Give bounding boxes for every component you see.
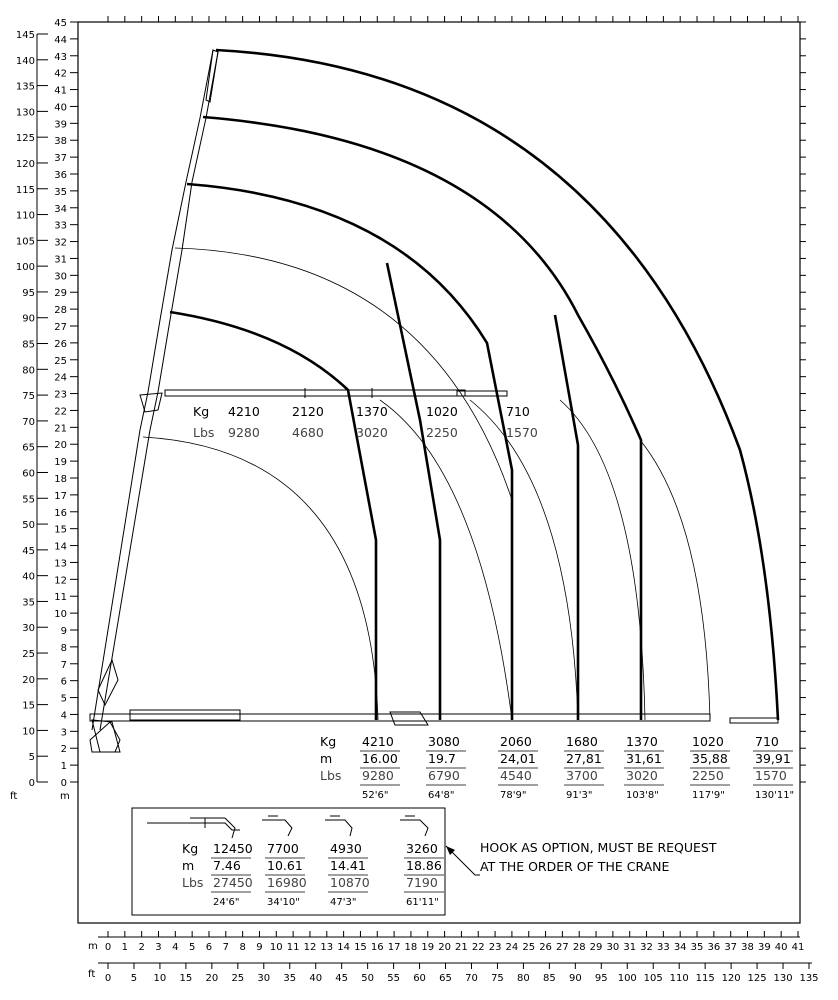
bottom-m-tick-label: 7 [222, 942, 229, 953]
lower-lbs-value: 6790 [428, 768, 460, 783]
hook-kg-value: 7700 [267, 841, 299, 856]
lower-m-value: 19.7 [428, 751, 456, 766]
left-m-tick-label: 45 [54, 18, 67, 29]
left-ft-tick-label: 60 [22, 468, 35, 480]
lower-kg-value: 3080 [428, 734, 460, 749]
hook-note [446, 840, 717, 875]
bottom-ft-tick-label: 45 [335, 973, 349, 984]
left-m-tick-label: 16 [54, 507, 67, 519]
left-m-tick-label: 44 [54, 34, 67, 46]
hook-ft-value: 47'3" [330, 897, 357, 908]
left-ft-tick-label: 145 [15, 30, 35, 41]
left-m-tick-label: 15 [54, 524, 67, 536]
bottom-ft-tick-label: 40 [309, 973, 323, 984]
bottom-ft-axis [98, 963, 819, 984]
bottom-ft-tick-label: 10 [153, 973, 167, 984]
left-m-tick-label: 41 [54, 85, 67, 97]
left-m-tick-label: 37 [54, 153, 67, 165]
left-m-tick-label: 18 [54, 474, 67, 485]
hook-m-value: 14.41 [330, 858, 366, 873]
bottom-m-tick-label: 41 [791, 942, 805, 953]
left-ft-tick-label: 50 [22, 520, 35, 532]
bottom-m-tick-label: 33 [656, 942, 670, 953]
left-m-tick-label: 24 [54, 372, 67, 384]
left-ft-tick-label: 115 [15, 184, 35, 196]
lower-lbs-value: 2250 [692, 768, 724, 783]
lower-kg-value: 1680 [566, 734, 598, 749]
left-m-tick-label: 20 [54, 440, 67, 452]
bottom-m-tick-label: 18 [404, 942, 418, 953]
upper-load-table [193, 404, 538, 440]
bottom-m-tick-label: 1 [121, 942, 129, 953]
bottom-m-tick-label: 14 [337, 942, 350, 953]
left-m-tick-label: 7 [60, 659, 67, 671]
bottom-m-tick-label: 21 [455, 942, 468, 953]
left-m-tick-label: 9 [60, 626, 67, 637]
bottom-ft-tick-label: 5 [130, 973, 138, 984]
left-m-tick-label: 39 [54, 119, 67, 131]
bottom-ft-tick-label: 75 [491, 973, 504, 984]
lower-lbs-value: 3700 [566, 768, 598, 783]
left-m-tick-label: 38 [54, 136, 67, 148]
bottom-ft-tick-label: 50 [361, 973, 374, 984]
hook-lbs-value: 7190 [406, 875, 438, 890]
bottom-m-tick-label: 9 [256, 942, 263, 953]
lower-ft-value: 64'8" [428, 790, 455, 801]
bottom-m-tick-label: 5 [188, 942, 196, 953]
left-ft-tick-label: 100 [15, 262, 35, 274]
left-ft-tick-label: 30 [22, 623, 35, 635]
left-m-tick-label: 6 [60, 676, 67, 688]
left-m-tick-label: 42 [54, 68, 67, 80]
left-m-tick-label: 29 [54, 288, 67, 300]
note-line-1: HOOK AS OPTION, MUST BE REQUEST [480, 840, 717, 855]
bottom-ft-tick-label: 15 [179, 973, 193, 984]
left-ft-axis [16, 30, 48, 789]
load-curves [170, 50, 778, 720]
upper-kg-5: 710 [506, 404, 530, 419]
bottom-m-tick-label: 34 [673, 942, 687, 953]
left-m-tick-label: 21 [54, 423, 67, 435]
left-m-tick-label: 31 [54, 254, 67, 266]
lower-kg-value: 4210 [362, 734, 394, 749]
lower-ft-value: 52'6" [362, 790, 389, 801]
hook-lbs-label: Lbs [182, 875, 204, 890]
load-curve-4210 [170, 312, 376, 720]
envelope-arc-3 [380, 400, 512, 720]
bottom-m-tick-label: 35 [690, 942, 704, 953]
bottom-m-tick-label: 22 [471, 942, 485, 953]
bottom-ft-tick-label: 135 [799, 973, 819, 984]
left-ft-tick-label: 105 [15, 236, 35, 248]
bottom-m-tick-label: 11 [286, 942, 300, 953]
load-curve-3080 [387, 263, 440, 720]
left-ft-tick-label: 15 [22, 700, 35, 712]
bottom-m-tick-label: 10 [269, 942, 283, 953]
left-m-tick-label: 4 [60, 710, 67, 722]
left-m-tick-label: 2 [60, 744, 67, 756]
chart-frame [78, 22, 800, 923]
envelope-arc-5 [560, 400, 645, 720]
hook-kg-value: 3260 [406, 841, 438, 856]
hook-load-table [182, 841, 444, 908]
reach-envelopes [143, 248, 710, 720]
bottom-ft-tick-label: 30 [257, 973, 271, 984]
bottom-m-tick-label: 32 [640, 942, 653, 953]
lower-lbs-value: 1570 [755, 768, 787, 783]
hook-m-label: m [182, 858, 195, 873]
left-m-tick-label: 23 [54, 389, 67, 401]
bottom-m-tick-label: 8 [239, 942, 246, 953]
bottom-m-unit: m [88, 941, 98, 952]
bottom-m-tick-label: 2 [138, 942, 145, 953]
left-ft-tick-label: 5 [28, 752, 35, 764]
lower-kg-value: 2060 [500, 734, 532, 749]
left-ft-tick-label: 140 [15, 55, 35, 67]
bottom-ft-tick-label: 90 [568, 973, 582, 984]
bottom-ft-tick-label: 125 [747, 973, 767, 984]
hook-m-value: 7.46 [213, 858, 241, 873]
bottom-m-tick-label: 15 [354, 942, 367, 953]
left-ft-tick-label: 25 [22, 649, 35, 661]
left-m-tick-label: 36 [54, 170, 67, 181]
bottom-m-tick-label: 19 [421, 942, 435, 953]
left-ft-tick-label: 0 [28, 778, 35, 789]
bottom-ft-tick-label: 60 [413, 973, 426, 984]
bottom-ft-tick-label: 130 [773, 973, 793, 984]
lower-m-value: 27,81 [566, 751, 602, 766]
upper-lbs-4: 2250 [426, 425, 458, 440]
hook-ft-value: 24'6" [213, 897, 240, 908]
bottom-m-tick-label: 28 [572, 942, 586, 953]
note-line-2: AT THE ORDER OF THE CRANE [480, 859, 670, 874]
left-m-unit: m [60, 791, 70, 802]
left-m-tick-label: 22 [54, 406, 67, 418]
lower-m-label: m [320, 751, 333, 766]
lower-kg-value: 1370 [626, 734, 658, 749]
bottom-ft-tick-label: 120 [721, 973, 741, 984]
bottom-ft-tick-label: 80 [517, 973, 530, 984]
lower-kg-value: 710 [755, 734, 779, 749]
bottom-ft-tick-label: 100 [617, 973, 637, 984]
left-ft-tick-label: 80 [22, 365, 35, 377]
bottom-m-tick-label: 17 [387, 942, 401, 953]
upper-kg-3: 1370 [356, 404, 388, 419]
left-ft-tick-label: 125 [15, 133, 35, 145]
hook-lbs-value: 27450 [213, 875, 253, 890]
envelope-arc-2 [175, 248, 512, 720]
hook-boom-sketches [147, 816, 428, 838]
bottom-m-tick-label: 39 [757, 942, 771, 953]
upper-kg-2: 2120 [292, 404, 324, 419]
bottom-ft-tick-label: 85 [543, 973, 556, 984]
bottom-m-tick-label: 23 [488, 942, 502, 953]
bottom-ft-tick-label: 105 [643, 973, 663, 984]
lower-ft-value: 117'9" [692, 790, 725, 801]
load-curve-1370 [203, 117, 641, 720]
bottom-ft-tick-label: 70 [465, 973, 478, 984]
left-ft-tick-label: 95 [22, 287, 35, 299]
lower-lbs-value: 9280 [362, 768, 394, 783]
bottom-ft-tick-label: 115 [695, 973, 715, 984]
upper-lbs-5: 1570 [506, 425, 538, 440]
left-m-tick-label: 1 [60, 761, 67, 773]
hook-lbs-value: 16980 [267, 875, 307, 890]
lower-ft-value: 78'9" [500, 790, 527, 801]
hook-kg-value: 12450 [213, 841, 253, 856]
load-curve-2060 [187, 184, 512, 720]
left-m-tick-label: 33 [54, 220, 67, 232]
left-ft-tick-label: 35 [22, 597, 35, 609]
envelope-arc-6 [640, 440, 710, 720]
left-m-tick-label: 43 [54, 51, 67, 63]
lower-m-value: 16.00 [362, 751, 398, 766]
left-m-tick-label: 35 [54, 186, 67, 198]
left-ft-tick-label: 20 [22, 674, 35, 686]
left-ft-tick-label: 90 [22, 313, 35, 325]
bottom-m-tick-label: 27 [556, 942, 569, 953]
bottom-m-tick-label: 25 [522, 942, 536, 953]
left-ft-tick-label: 135 [15, 81, 35, 93]
hook-kg-value: 4930 [330, 841, 362, 856]
bottom-m-tick-label: 12 [303, 942, 317, 953]
left-m-tick-label: 17 [54, 490, 67, 502]
left-ft-tick-label: 55 [22, 494, 35, 506]
bottom-ft-tick-label: 20 [205, 973, 219, 984]
bottom-m-tick-label: 37 [724, 942, 738, 953]
left-m-tick-label: 11 [54, 592, 67, 604]
bottom-ft-tick-label: 110 [669, 973, 689, 984]
lower-load-table [320, 734, 794, 801]
bottom-ft-unit: ft [88, 969, 96, 980]
bottom-m-tick-label: 24 [505, 942, 519, 953]
left-m-tick-label: 27 [54, 322, 67, 333]
lower-ft-value: 103'8" [626, 790, 659, 801]
bottom-ft-tick-label: 55 [387, 973, 400, 984]
boom-vertical [90, 50, 218, 752]
hook-lbs-value: 10870 [330, 875, 370, 890]
envelope-arc-4 [470, 400, 578, 720]
boom-horizontal-top [165, 388, 507, 398]
upper-kg-4: 1020 [426, 404, 458, 419]
left-m-tick-label: 3 [60, 727, 67, 739]
bottom-m-tick-label: 16 [370, 942, 384, 953]
bottom-m-tick-label: 4 [172, 942, 179, 953]
lower-m-value: 24,01 [500, 751, 536, 766]
left-m-tick-label: 26 [54, 338, 67, 350]
lower-m-value: 39,91 [755, 751, 791, 766]
left-m-tick-label: 32 [54, 237, 67, 249]
upper-lbs-1: 9280 [228, 425, 260, 440]
left-m-tick-label: 0 [60, 778, 67, 789]
load-curve-710 [216, 50, 778, 720]
lower-lbs-value: 4540 [500, 768, 532, 783]
hook-m-value: 10.61 [267, 858, 303, 873]
bottom-m-tick-label: 31 [623, 942, 637, 953]
bottom-m-tick-label: 30 [606, 942, 620, 953]
lower-kg-value: 1020 [692, 734, 724, 749]
left-ft-tick-label: 70 [22, 416, 35, 428]
bottom-ft-tick-label: 25 [231, 973, 245, 984]
left-ft-tick-label: 110 [15, 210, 35, 222]
upper-kg-label: Kg [193, 404, 210, 419]
left-ft-tick-label: 120 [15, 158, 35, 170]
upper-lbs-2: 4680 [292, 425, 324, 440]
lower-lbs-label: Lbs [320, 768, 342, 783]
hook-kg-label: Kg [182, 841, 199, 856]
left-ft-tick-label: 85 [22, 339, 35, 351]
bottom-m-tick-label: 13 [320, 942, 334, 953]
bottom-m-tick-label: 6 [205, 942, 213, 953]
bottom-m-axis [98, 16, 804, 953]
envelope-arc-1 [143, 437, 378, 720]
left-ft-tick-label: 10 [22, 726, 35, 738]
bottom-m-tick-label: 38 [741, 942, 754, 953]
hook-ft-value: 34'10" [267, 897, 300, 908]
upper-kg-1: 4210 [228, 404, 260, 419]
left-m-tick-label: 30 [54, 271, 67, 283]
bottom-m-tick-label: 20 [438, 942, 451, 953]
left-m-tick-label: 28 [54, 305, 67, 317]
bottom-m-tick-label: 0 [104, 942, 112, 953]
left-m-tick-label: 40 [54, 102, 67, 114]
lower-kg-label: Kg [320, 734, 337, 749]
bottom-m-tick-label: 3 [155, 942, 162, 953]
left-m-tick-label: 25 [54, 355, 67, 367]
lower-m-value: 31,61 [626, 751, 662, 766]
left-m-tick-label: 14 [54, 541, 67, 553]
lower-ft-value: 91'3" [566, 790, 593, 801]
upper-lbs-3: 3020 [356, 425, 388, 440]
left-m-tick-label: 13 [54, 558, 67, 570]
lower-lbs-value: 3020 [626, 768, 658, 783]
bottom-ft-tick-label: 65 [439, 973, 452, 984]
bottom-m-tick-label: 40 [774, 942, 788, 953]
bottom-m-tick-label: 36 [707, 942, 721, 953]
left-m-tick-label: 19 [54, 457, 67, 469]
left-m-tick-label: 12 [54, 575, 67, 587]
hook-ft-value: 61'11" [406, 897, 439, 908]
left-ft-tick-label: 130 [15, 107, 35, 119]
bottom-m-tick-label: 29 [589, 942, 603, 953]
left-ft-tick-label: 75 [22, 391, 35, 403]
hook-m-value: 18.86 [406, 858, 442, 873]
bottom-ft-tick-label: 0 [104, 973, 112, 984]
left-ft-tick-label: 65 [22, 442, 35, 454]
left-m-tick-label: 34 [54, 203, 67, 215]
left-m-tick-label: 8 [60, 642, 67, 654]
lower-ft-value: 130'11" [755, 790, 795, 801]
bottom-ft-tick-label: 95 [594, 973, 608, 984]
bottom-ft-tick-label: 35 [283, 973, 297, 984]
left-ft-tick-label: 40 [22, 571, 35, 583]
left-ft-unit: ft [10, 791, 18, 802]
lower-m-value: 35,88 [692, 751, 728, 766]
left-m-tick-label: 5 [60, 693, 67, 705]
upper-lbs-label: Lbs [193, 425, 215, 440]
left-m-tick-label: 10 [54, 609, 67, 621]
bottom-m-tick-label: 26 [539, 942, 552, 953]
left-ft-tick-label: 45 [22, 545, 35, 557]
